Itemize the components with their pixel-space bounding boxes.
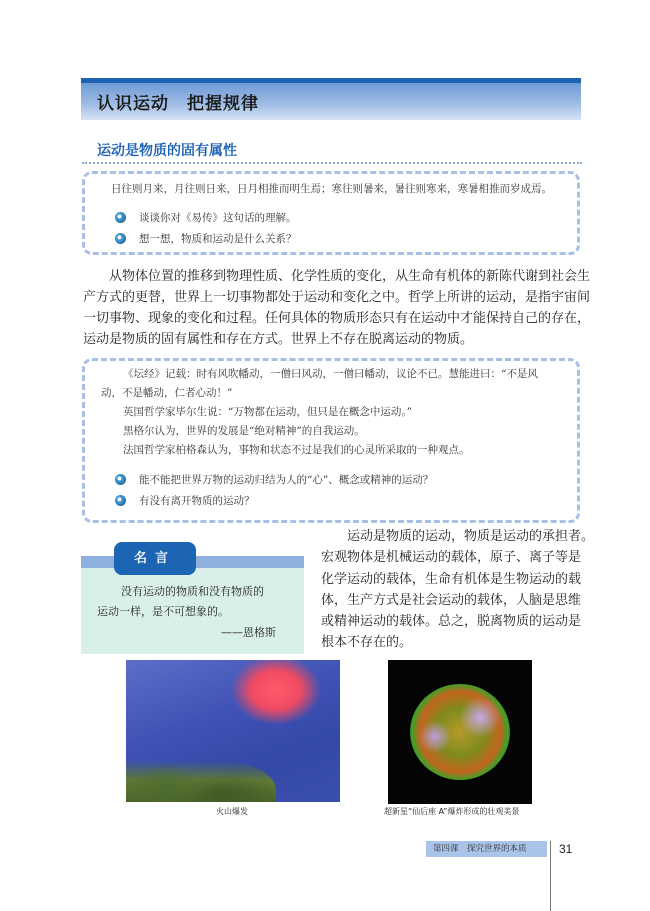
lesson-footer-label: 第四课 探究世界的本质 xyxy=(426,841,547,857)
paragraph-line: 从物体位置的推移到物理性质、化学性质的变化，从生命有机体的新陈代谢到社会生 xyxy=(109,269,591,284)
quote-author: ——恩格斯 xyxy=(221,626,276,639)
supernova-caption: 超新星“仙后座 A”爆炸形成的壮观美景 xyxy=(384,807,520,816)
question-4: 有没有离开物质的运动？ xyxy=(139,495,255,507)
footer-divider xyxy=(550,841,551,911)
tanjing-quote-line-2: 动，不是幡动，仁者心动！” xyxy=(101,387,233,399)
yizhuan-quote: 日往则月来，月往则日来，日月相推而明生焉；寒往则暑来，暑往则寒来，寒暑相推而岁成焉。 xyxy=(111,183,552,195)
question-1: 谈谈你对《易传》这句话的理解。 xyxy=(139,212,297,224)
hegel-quote: 黑格尔认为，世界的发展是“绝对精神”的自我运动。 xyxy=(123,425,365,437)
chapter-header-bar xyxy=(81,78,581,120)
paragraph-line: 根本不存在的。 xyxy=(321,635,413,651)
question-2: 想一想，物质和运动是什么关系？ xyxy=(139,233,297,245)
volcano-eruption-photo xyxy=(126,660,340,802)
supernova-photo xyxy=(388,660,532,804)
section-title: 运动是物质的固有属性 xyxy=(97,143,237,159)
bergson-quote: 法国哲学家柏格森认为，事物和状态不过是我们的心灵所采取的一种观点。 xyxy=(123,444,470,456)
paragraph-line: 一切事物、现象的变化和过程。任何具体的物质形态只有在运动中才能保持自己的存在， xyxy=(83,311,591,326)
paragraph-line: 运动是物质的固有属性和存在方式。世界上不存在脱离运动的物质。 xyxy=(83,332,474,347)
paragraph-line: 运动是物质的运动，物质是运动的承担者。 xyxy=(347,529,595,544)
paragraph-line: 体，生产方式是社会运动的载体，人脑是思维 xyxy=(321,592,582,608)
paragraph-line: 或精神运动的载体。总之，脱离物质的运动是 xyxy=(321,614,582,630)
quote-card-tab: 名言 xyxy=(114,542,196,575)
crowd-on-hill xyxy=(126,760,276,802)
famous-quote-card xyxy=(81,551,304,654)
tanjing-quote-line-1: 《坛经》记载：时有风吹幡动，一僧曰风动，一僧曰幡动，议论不已。慧能进曰：“不是风 xyxy=(123,368,538,380)
paragraph-line: 化学运动的载体，生命有机体是生物运动的载 xyxy=(321,571,582,587)
reading-box-yizhuan xyxy=(82,171,580,255)
supernova-remnant xyxy=(410,684,510,780)
volcano-caption: 火山爆发 xyxy=(216,807,248,816)
reading-box-philosophers xyxy=(82,358,580,523)
question-bullet-icon xyxy=(115,495,126,506)
question-bullet-icon xyxy=(115,474,126,485)
paragraph-line: 宏观物体是机械运动的载体，原子、离子等是 xyxy=(321,550,582,566)
question-bullet-icon xyxy=(115,212,126,223)
right-paragraph xyxy=(321,526,595,654)
pearson-quote: 英国哲学家毕尔生说：“万物都在运动，但只是在概念中运动。” xyxy=(123,406,412,418)
main-paragraph xyxy=(83,266,591,350)
question-3: 能不能把世界万物的运动归结为人的“心”、概念或精神的运动？ xyxy=(139,474,434,486)
question-bullet-icon xyxy=(115,233,126,244)
quote-line-1: 没有运动的物质和没有物质的 xyxy=(121,585,264,598)
paragraph-line: 产方式的更替，世界上一切事物都处于运动和变化之中。哲学上所讲的运动，是指宇宙间 xyxy=(83,290,591,305)
page-number: 31 xyxy=(559,842,573,856)
quote-line-2: 运动一样，是不可想象的。 xyxy=(97,605,229,618)
section-divider xyxy=(82,162,582,164)
chapter-title: 认识运动 把握规律 xyxy=(97,94,259,114)
